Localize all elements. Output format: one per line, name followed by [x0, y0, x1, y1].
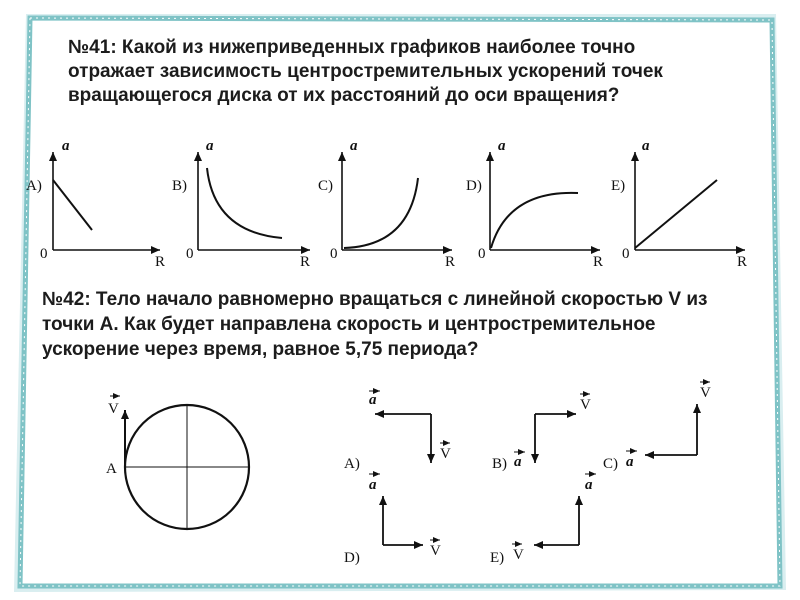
curve-d [491, 193, 578, 248]
option-label: B) [172, 178, 187, 194]
v-label: V [440, 446, 451, 462]
origin-label: 0 [622, 246, 630, 262]
vector-option-b [492, 394, 591, 472]
x-axis-label: R [155, 254, 166, 270]
velocity-label: V [108, 401, 119, 417]
question-42-text: №42: Тело начало равномерно вращаться с линейной скоростью V из точки А. Как будет направлена скорость и центростремительное ускорение через время, равное 5,75 периода? [42, 289, 708, 360]
curve-e [635, 180, 717, 248]
option-label: E) [611, 178, 626, 194]
v-label: V [700, 385, 711, 401]
graph-b [172, 138, 310, 270]
a-label: a [369, 477, 377, 493]
y-axis-label: a [642, 138, 650, 154]
graph-c [318, 138, 455, 270]
v-label: V [430, 543, 441, 559]
x-axis-label: R [737, 254, 748, 270]
vector-option-a [344, 391, 451, 472]
origin-label: 0 [40, 246, 48, 262]
y-axis-label: a [206, 138, 214, 154]
origin-label: 0 [186, 246, 194, 262]
y-axis-label: a [62, 138, 70, 154]
graph-d [466, 138, 603, 270]
option-label: B) [492, 456, 507, 472]
option-label: D) [344, 550, 360, 566]
curve-c [344, 178, 418, 248]
x-axis-label: R [445, 254, 456, 270]
point-a-label: A [106, 461, 117, 477]
curve-b [207, 168, 282, 238]
option-label: A) [26, 178, 42, 194]
vector-option-e [490, 474, 596, 566]
option-label: A) [344, 456, 360, 472]
x-axis-label: R [300, 254, 311, 270]
curve-a [53, 180, 92, 230]
vector-option-d [344, 474, 441, 566]
a-label: a [369, 392, 377, 408]
vector-option-c [603, 382, 711, 472]
option-label: C) [318, 178, 333, 194]
graph-a [26, 138, 165, 270]
x-axis-label: R [593, 254, 604, 270]
v-label: V [513, 547, 524, 563]
v-label: V [580, 397, 591, 413]
a-label: a [514, 454, 522, 470]
a-label: a [626, 454, 634, 470]
rotation-circle-diagram [106, 396, 249, 529]
a-label: a [585, 477, 593, 493]
question-41-text: №41: Какой из нижеприведенных графиков наиболее точно отражает зависимость центростремительных ускорений точек вращающегося диска от их расстояний до оси вращения? [68, 37, 663, 106]
y-axis-label: a [498, 138, 506, 154]
graph-e [611, 138, 747, 270]
origin-label: 0 [478, 246, 486, 262]
option-label: E) [490, 550, 505, 566]
option-label: D) [466, 178, 482, 194]
y-axis-label: a [350, 138, 358, 154]
option-label: C) [603, 456, 618, 472]
origin-label: 0 [330, 246, 338, 262]
